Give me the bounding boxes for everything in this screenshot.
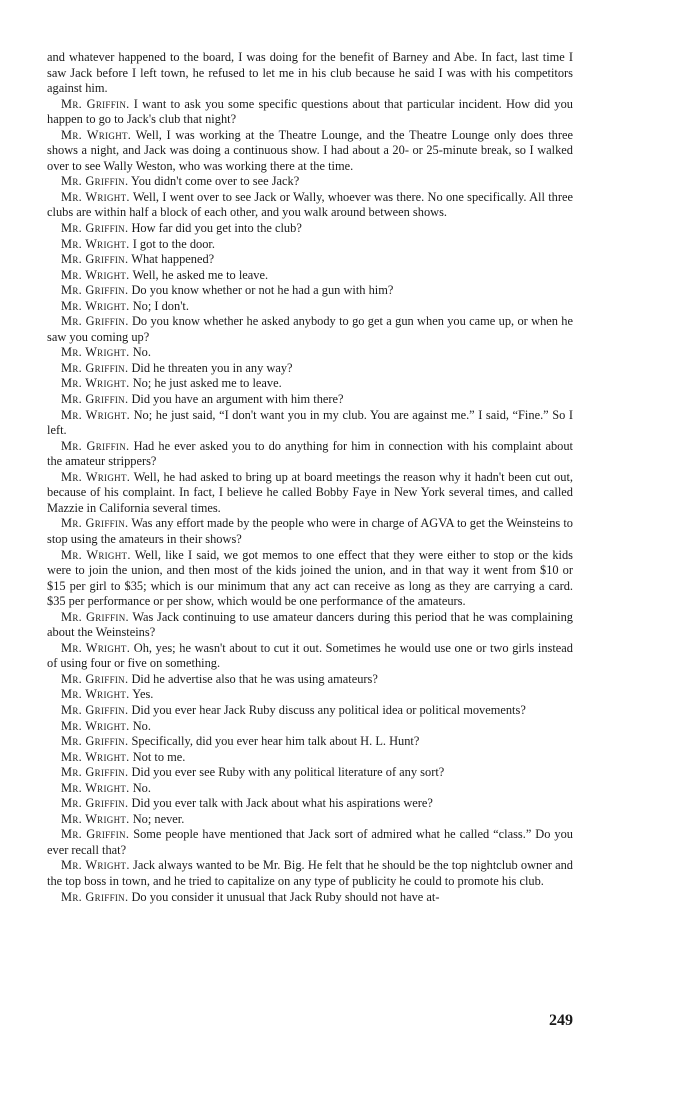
- speaker-label: Mr. Griffin.: [61, 174, 129, 189]
- speaker-label: Mr. Wright.: [61, 376, 130, 391]
- paragraph-text: Well, he had asked to bring up at board meetings the reason why it hadn't been cut out, because of his complaint. In fact, I believe he called Bobby Faye in New York several times, and called Mazzie in California several times.: [47, 469, 573, 515]
- paragraph: [47, 128, 573, 175]
- speaker-label: Mr. Griffin.: [61, 889, 129, 904]
- paragraph-text: Had he ever asked you to do anything for him in connection with his complaint about the amateur strippers?: [47, 438, 573, 469]
- speaker-label: Mr. Wright.: [61, 858, 130, 873]
- paragraph: [47, 283, 573, 299]
- speaker-label: Mr. Griffin.: [61, 314, 129, 329]
- paragraph: [47, 470, 573, 517]
- paragraph-text: Did you ever hear Jack Ruby discuss any political idea or political movements?: [131, 702, 526, 717]
- page-number: 249: [549, 1012, 573, 1029]
- speaker-label: Mr. Wright.: [61, 267, 130, 282]
- speaker-label: Mr. Wright.: [61, 189, 130, 204]
- paragraph: [47, 781, 573, 797]
- speaker-label: Mr. Griffin.: [61, 360, 129, 375]
- paragraph-text: How far did you get into the club?: [131, 221, 302, 236]
- paragraph-text: No; he just said, “I don't want you in my club. You are against me.” I said, “Fine.” So I left.: [47, 407, 573, 438]
- paragraph: [47, 796, 573, 812]
- paragraph: [47, 827, 573, 858]
- paragraph: [47, 672, 573, 688]
- paragraph-text: Well, like I said, we got memos to one effect that they were either to stop or the kids were to join the union, and then most of the kids joined the union, and in that way it went from $10 or $15 per girl to $35; which is our minimum that any act can receive as long as they are carrying a card. $35 per performance or per show, which would be one performance of the amateurs.: [47, 547, 573, 609]
- paragraph: [47, 750, 573, 766]
- paragraph-text: No; I don't.: [132, 298, 189, 313]
- paragraph-text: Not to me.: [132, 749, 186, 764]
- speaker-label: Mr. Griffin.: [61, 96, 130, 111]
- paragraph: [47, 641, 573, 672]
- speaker-label: Mr. Wright.: [61, 236, 130, 251]
- paragraph: [47, 812, 573, 828]
- paragraph-text: No.: [132, 718, 151, 733]
- speaker-label: Mr. Wright.: [61, 811, 130, 826]
- paragraph: [47, 361, 573, 377]
- speaker-label: Mr. Wright.: [61, 345, 130, 360]
- paragraph-text: Some people have mentioned that Jack sort of admired what he called “class.” Do you ever recall that?: [47, 827, 573, 857]
- paragraph-text: No.: [132, 345, 151, 360]
- speaker-label: Mr. Wright.: [61, 407, 131, 422]
- paragraph: [47, 376, 573, 392]
- transcript-page: [47, 50, 573, 905]
- paragraph-text: Do you know whether or not he had a gun with him?: [131, 283, 394, 298]
- speaker-label: Mr. Griffin.: [61, 827, 130, 842]
- paragraph-text: What happened?: [131, 252, 215, 267]
- speaker-label: Mr. Griffin.: [61, 392, 129, 407]
- speaker-label: Mr. Griffin.: [61, 252, 129, 267]
- speaker-label: Mr. Wright.: [61, 718, 130, 733]
- paragraph-text: You didn't come over to see Jack?: [131, 174, 300, 189]
- speaker-label: Mr. Wright.: [61, 640, 131, 655]
- speaker-label: Mr. Griffin.: [61, 671, 129, 686]
- paragraph-text: Do you consider it unusual that Jack Ruby should not have at-: [131, 889, 440, 904]
- paragraph: [47, 734, 573, 750]
- speaker-label: Mr. Griffin.: [61, 516, 129, 531]
- paragraph-text: Was Jack continuing to use amateur dancers during this period that he was complaining about the Weinsteins?: [47, 609, 574, 640]
- paragraph-text: Specifically, did you ever hear him talk about H. L. Hunt?: [131, 734, 420, 749]
- paragraph: [47, 237, 573, 253]
- paragraph-text: I got to the door.: [132, 236, 215, 251]
- paragraph: [47, 268, 573, 284]
- speaker-label: Mr. Wright.: [61, 469, 131, 484]
- speaker-label: Mr. Griffin.: [61, 796, 129, 811]
- speaker-label: Mr. Griffin.: [61, 438, 130, 453]
- paragraph-text: Oh, yes; he wasn't about to cut it out. Sometimes he would use one or two girls instead of using four or five on something.: [47, 640, 573, 671]
- paragraph-text: Well, I was working at the Theatre Lounge, and the Theatre Lounge only does three shows a night, and Jack was doing a continuous show. I had about a 20- or 25-minute break, so I walked over to see Wally Weston, who was working there at the time.: [47, 127, 573, 173]
- paragraph: [47, 439, 573, 470]
- speaker-label: Mr. Griffin.: [61, 702, 129, 717]
- speaker-label: Mr. Griffin.: [61, 221, 129, 236]
- paragraph-text: Well, he asked me to leave.: [132, 267, 269, 282]
- speaker-label: Mr. Wright.: [61, 780, 130, 795]
- paragraph: [47, 190, 573, 221]
- paragraph: [47, 97, 573, 128]
- paragraph-text: Did you have an argument with him there?: [131, 392, 344, 407]
- paragraph-text: and whatever happened to the board, I was doing for the benefit of Barney and Abe. In fact, last time I saw Jack before I left town, he refused to let me in his club because he said I was with his competitors against him.: [47, 50, 573, 96]
- speaker-label: Mr. Griffin.: [61, 765, 129, 780]
- speaker-label: Mr. Wright.: [61, 298, 130, 313]
- paragraph: [47, 703, 573, 719]
- paragraph: [47, 719, 573, 735]
- paragraph-text: Yes.: [132, 687, 154, 702]
- paragraph: [47, 50, 573, 97]
- paragraph: [47, 221, 573, 237]
- paragraph: [47, 299, 573, 315]
- speaker-label: Mr. Griffin.: [61, 609, 129, 624]
- speaker-label: Mr. Wright.: [61, 547, 131, 562]
- paragraph: [47, 345, 573, 361]
- paragraph-text: Do you know whether he asked anybody to go get a gun when you came up, or when he saw you coming up?: [47, 314, 573, 344]
- paragraph-text: Did you ever see Ruby with any political literature of any sort?: [131, 765, 445, 780]
- paragraph-text: Did you ever talk with Jack about what his aspirations were?: [131, 796, 433, 811]
- paragraph: [47, 610, 573, 641]
- paragraph-text: I want to ask you some specific questions about that particular incident. How did you happen to go to Jack's club that night?: [47, 96, 573, 127]
- paragraph: [47, 174, 573, 190]
- speaker-label: Mr. Wright.: [61, 127, 132, 142]
- paragraph-text: No; never.: [132, 811, 185, 826]
- paragraph: [47, 858, 573, 889]
- paragraph: [47, 252, 573, 268]
- paragraph-text: Was any effort made by the people who were in charge of AGVA to get the Weinsteins to stop using the amateurs in their shows?: [47, 516, 573, 546]
- paragraph: [47, 687, 573, 703]
- paragraph: [47, 314, 573, 345]
- paragraph-text: Did he threaten you in any way?: [131, 360, 293, 375]
- speaker-label: Mr. Wright.: [61, 687, 130, 702]
- paragraph: [47, 516, 573, 547]
- paragraph-text: No.: [132, 780, 151, 795]
- paragraph: [47, 408, 573, 439]
- paragraph-text: Well, I went over to see Jack or Wally, whoever was there. No one specifically. All three clubs are within half a block of each other, and you walk around between shows.: [47, 189, 573, 220]
- speaker-label: Mr. Griffin.: [61, 734, 129, 749]
- paragraph: [47, 548, 573, 610]
- speaker-label: Mr. Griffin.: [61, 283, 129, 298]
- speaker-label: Mr. Wright.: [61, 749, 130, 764]
- paragraph: [47, 765, 573, 781]
- paragraph-text: Jack always wanted to be Mr. Big. He felt that he should be the top nightclub owner and the top boss in town, and he tried to capitalize on any type of publicity he could to promote his club.: [47, 858, 574, 888]
- paragraph-text: Did he advertise also that he was using amateurs?: [131, 671, 378, 686]
- paragraph-text: No; he just asked me to leave.: [132, 376, 282, 391]
- paragraph: [47, 890, 573, 906]
- paragraph: [47, 392, 573, 408]
